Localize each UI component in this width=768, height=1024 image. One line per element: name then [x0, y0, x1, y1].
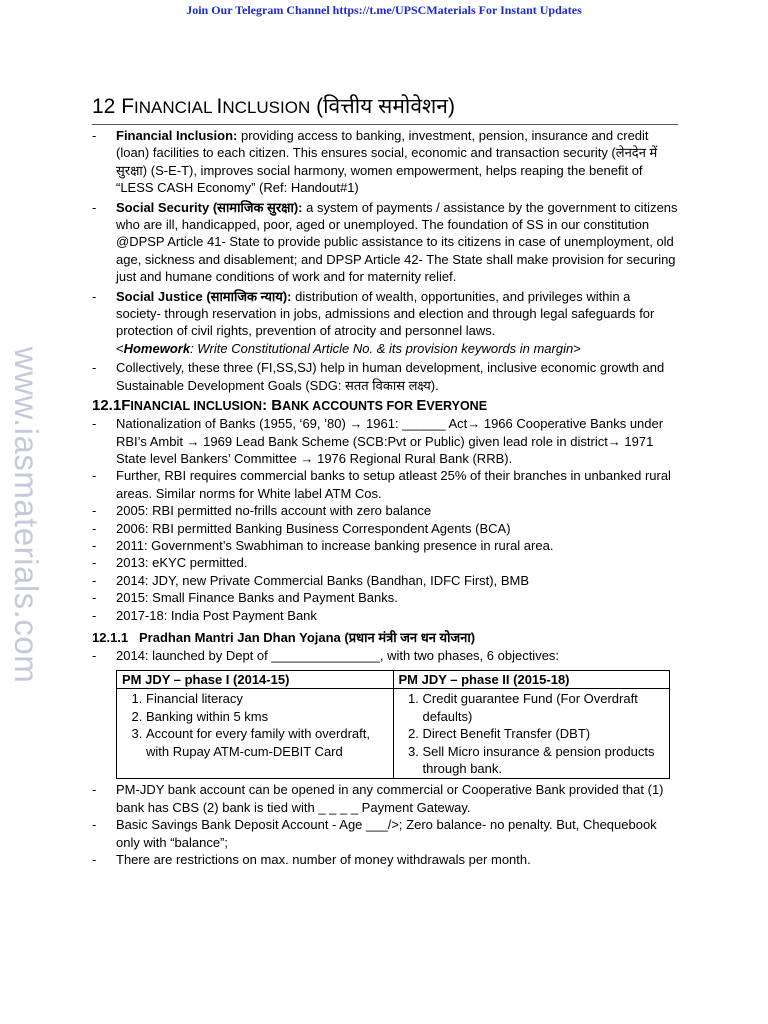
jdy-phase-table [116, 670, 670, 779]
chapter-i: I [216, 95, 223, 118]
table-header: PM JDY – phase I (2014-15) [117, 671, 394, 689]
list-item: - Nationalization of Banks (1955, ‘69, ’80) → 1961: ______ Act→ 1966 Cooperative Banks under RBI’s Ambit → 1969 Lead Bank Scheme (SCB:Pvt or Public) given lead role in district→ 1971 State level Bankers’ Committee → 1976 Regional Rural Bank (RRB). [92, 415, 678, 467]
list-item: 2. Banking within 5 kms [146, 708, 388, 725]
section-part: INANCIAL INCLUSION [130, 399, 263, 414]
definition: distribution of wealth, opportunities, and privileges within a society- through reservation in jobs, admissions and election and through legal safeguards for protection of civil rights, prevention of atrocity and personnel laws. [116, 288, 655, 339]
subsection-hindi: (प्रधान मंत्री जन धन योजना) [344, 629, 476, 645]
list-item: - Collectively, these three (FI,SS,SJ) help in human development, inclusive economic growth and Sustainable Development Goals (SDG: सतत विकास लक्ष्य). [92, 359, 678, 394]
homework-text: : Write Constitutional Article No. & its provision keywords in margin [190, 340, 574, 356]
list-item: 1. Financial literacy [146, 690, 388, 707]
table-row [117, 689, 670, 779]
homework-label: Homework [123, 340, 191, 356]
phase2-list [399, 690, 665, 777]
section-title [92, 397, 678, 414]
list-item: - 2013: eKYC permitted. [92, 554, 678, 571]
timeline-list [92, 415, 678, 624]
term: Social Justice (सामाजिक न्याय): [116, 288, 292, 304]
table-header: PM JDY – phase II (2015-18) [393, 671, 670, 689]
chapter-hindi: (वित्तीय समोवेशन) [310, 95, 455, 118]
launch-list [92, 647, 678, 664]
section-part: E [416, 397, 427, 415]
list-item: - 2017-18: India Post Payment Bank [92, 607, 678, 624]
subsection-title [92, 628, 678, 646]
after-list [92, 781, 678, 868]
list-item: - Further, RBI requires commercial banks to setup atleast 25% of their branches in unbanked rural areas. Similar norms for White label ATM Cos. [92, 467, 678, 502]
definition: providing access to banking, investment, pension, insurance and credit (loan) facilities to each citizen. This ensures social, economic and transaction security (लेनदेन में सुरक्षा) (S-E-T), improves social harmony, women empowerment, helps reaping the benefit of “LESS CASH Economy” (Ref: Handout#1) [116, 128, 658, 196]
chapter-title [92, 92, 678, 125]
list-item: - 2005: RBI permitted no-frills account with zero balance [92, 502, 678, 519]
list-item: - 2015: Small Finance Banks and Payment Banks. [92, 589, 678, 606]
list-item: - Basic Savings Bank Deposit Account - Age ___/>; Zero balance- no penalty. But, Chequebook only with “balance”; [92, 816, 678, 851]
list-item [92, 127, 678, 197]
list-item: - 2014: JDY, new Private Commercial Banks (Bandhan, IDFC First), BMB [92, 572, 678, 589]
section-part: : B [262, 397, 283, 415]
chapter-rest1: INANCIAL [134, 98, 217, 117]
list-item: 3. Sell Micro insurance & pension products through bank. [423, 743, 665, 778]
watermark [6, 340, 46, 690]
list-item: 1. Credit guarantee Fund (For Overdraft defaults) [423, 690, 665, 725]
list-item: - There are restrictions on max. number of money withdrawals per month. [92, 851, 678, 868]
table-cell [117, 689, 394, 779]
chapter-rest2: NCLUSION [222, 98, 311, 117]
list-item: - PM-JDY bank account can be opened in any commercial or Cooperative Bank provided that (1) bank has CBS (2) bank is tied with _ _ _ _ Payment Gateway. [92, 781, 678, 816]
term: Social Security (सामाजिक सुरक्षा): [116, 199, 303, 215]
phase1-list [122, 690, 388, 760]
chapter-number: 12 [92, 95, 116, 118]
watermark-text: www.iasmaterials.com [8, 346, 45, 684]
section-part: VERYONE [426, 399, 488, 414]
section-number: 12.1 [92, 397, 122, 415]
intro-list [92, 127, 678, 394]
term: Financial Inclusion: [116, 128, 238, 143]
table-cell [393, 689, 670, 779]
list-item [92, 288, 678, 358]
list-item: - 2014: launched by Dept of _______________, with two phases, 6 objectives: [92, 647, 678, 664]
definition: a system of payments / assistance by the government to citizens who are ill, handicapped, poor, aged or unemployed. The foundation of SS in our constitution @DPSP Article 41- State to provide public assistance to its citizens in case of unemployment, old age, sickness and disablement; and DPSP Article 42- The State shall make provision for securing just and humane conditions of work and for maternity relief. [116, 199, 678, 285]
subsection-number: 12.1.1 [92, 629, 129, 645]
document-body [92, 92, 678, 868]
table-header-row [117, 671, 670, 689]
list-item: - 2006: RBI permitted Banking Business Correspondent Agents (BCA) [92, 520, 678, 537]
homework-open: < [116, 340, 124, 356]
list-item: 3. Account for every family with overdraft, with Rupay ATM-cum-DEBIT Card [146, 725, 388, 760]
telegram-banner[interactable]: Join Our Telegram Channel https://t.me/UPSCMaterials For Instant Updates [186, 3, 582, 17]
subsection-name: Pradhan Mantri Jan Dhan Yojana [139, 629, 341, 645]
chapter-f: F [121, 95, 135, 118]
section-part: ANK ACCOUNTS FOR [282, 399, 417, 414]
list-item: 2. Direct Benefit Transfer (DBT) [423, 725, 665, 742]
homework-close: > [573, 340, 581, 356]
list-item: - 2011: Government’s Swabhiman to increase banking presence in rural area. [92, 537, 678, 554]
list-item [92, 199, 678, 286]
section-part: F [121, 397, 131, 415]
